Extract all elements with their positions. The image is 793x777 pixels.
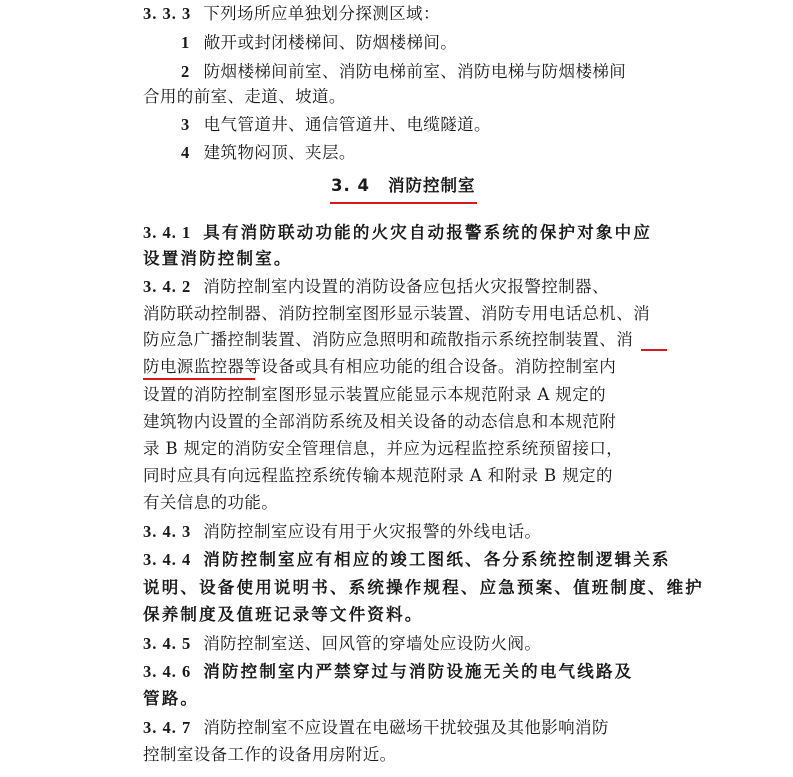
clause-text: 录 B 规定的消防安全管理信息，并应为远程监控系统预留接口， bbox=[143, 439, 624, 458]
clause-text: 保养制度及值班记录等文件资料。 bbox=[143, 605, 424, 624]
clause-number: 3. 3. 3 bbox=[143, 4, 192, 23]
clause-3-4-6-line-2 bbox=[143, 687, 663, 711]
clause-text: 控制室设备工作的设备用房附近。 bbox=[143, 745, 397, 764]
clause-3-4-2 bbox=[143, 275, 663, 299]
clause-text: 同时应具有向远程监控系统传输本规范附录 A 和附录 B 规定的 bbox=[143, 466, 613, 485]
clause-text: 消防联动控制器、消防控制室图形显示装置、消防专用电话总机、消 bbox=[143, 304, 650, 323]
clause-3-4-6 bbox=[143, 660, 663, 684]
clause-3-4-2-line-7 bbox=[143, 437, 663, 461]
clause-3-4-5 bbox=[143, 632, 663, 656]
red-underline-annotation bbox=[330, 202, 477, 204]
item-text: 防烟楼梯间前室、消防电梯前室、消防电梯与防烟楼梯间 bbox=[203, 62, 627, 81]
item-text: 合用的前室、走道、坡道。 bbox=[143, 87, 346, 106]
list-item-2 bbox=[181, 60, 701, 84]
clause-text: 具有消防联动功能的火灾自动报警系统的保护对象中应 bbox=[203, 223, 653, 242]
clause-text: 有关信息的功能。 bbox=[143, 493, 279, 512]
red-underline-annotation bbox=[143, 378, 255, 380]
clause-text: 设置消防控制室。 bbox=[143, 249, 293, 268]
clause-3-4-4-line-2 bbox=[143, 576, 704, 600]
clause-text: 消防控制室应有相应的竣工图纸、各分系统控制逻辑关系 bbox=[203, 550, 671, 569]
item-number: 1 bbox=[181, 33, 190, 52]
clause-number: 3. 4. 5 bbox=[143, 634, 192, 653]
clause-3-4-2-line-5 bbox=[143, 383, 663, 407]
clause-text: 防应急广播控制装置、消防应急照明和疏散指示系统控制装置、消 bbox=[143, 330, 634, 349]
clause-number: 3. 4. 3 bbox=[143, 522, 192, 541]
clause-3-4-2-line-3 bbox=[143, 328, 663, 352]
clause-3-4-2-line-2 bbox=[143, 302, 663, 326]
clause-number: 3. 4. 6 bbox=[143, 662, 192, 681]
clause-text: 管路。 bbox=[143, 689, 200, 708]
clause-text: 消防控制室内严禁穿过与消防设施无关的电气线路及 bbox=[203, 662, 634, 681]
item-text: 敞开或封闭楼梯间、防烟楼梯间。 bbox=[203, 33, 458, 52]
list-item-4 bbox=[181, 141, 701, 165]
clause-3-4-2-line-4 bbox=[143, 355, 663, 379]
item-text: 建筑物闷顶、夹层。 bbox=[203, 143, 356, 162]
clause-3-4-1 bbox=[143, 221, 663, 245]
clause-3-4-7 bbox=[143, 716, 663, 740]
clause-text: 下列场所应单独划分探测区域： bbox=[203, 4, 440, 23]
clause-text: 消防控制室送、回风管的穿墙处应设防火阀。 bbox=[203, 634, 542, 653]
clause-text: 说明、设备使用说明书、系统操作规程、应急预案、值班制度、维护 bbox=[143, 578, 704, 597]
clause-text: 建筑物内设置的全部消防系统及相关设备的动态信息和本规范附 bbox=[143, 412, 617, 431]
clause-3-4-2-line-9 bbox=[143, 491, 663, 515]
red-underline-annotation bbox=[641, 349, 667, 351]
clause-3-4-2-line-8 bbox=[143, 464, 663, 488]
clause-number: 3. 4. 1 bbox=[143, 223, 192, 242]
list-item-3 bbox=[181, 113, 701, 137]
clause-number: 3. 4. 2 bbox=[143, 277, 192, 296]
section-heading bbox=[331, 174, 475, 198]
clause-3-3-3 bbox=[143, 2, 663, 26]
item-number: 3 bbox=[181, 115, 190, 134]
clause-text: 消防控制室不应设置在电磁场干扰较强及其他影响消防 bbox=[203, 718, 609, 737]
list-item-2-continued bbox=[143, 85, 663, 109]
clause-3-4-1-continued bbox=[143, 247, 663, 271]
clause-text: 设置的消防控制室图形显示装置应能显示本规范附录 A 规定的 bbox=[143, 385, 607, 404]
list-item-1 bbox=[181, 31, 701, 55]
clause-3-4-3 bbox=[143, 520, 663, 544]
clause-text: 消防控制室应设有用于火灾报警的外线电话。 bbox=[203, 522, 542, 541]
item-number: 4 bbox=[181, 143, 190, 162]
clause-3-4-4-line-3 bbox=[143, 603, 663, 627]
clause-number: 3. 4. 4 bbox=[143, 550, 192, 569]
clause-text: 消防控制室内设置的消防设备应包括火灾报警控制器、 bbox=[203, 277, 609, 296]
item-number: 2 bbox=[181, 62, 190, 81]
clause-number: 3. 4. 7 bbox=[143, 718, 192, 737]
section-number: 3. 4 bbox=[331, 176, 370, 195]
section-title-text: 消防控制室 bbox=[387, 176, 476, 195]
clause-text: 防电源监控器等设备或具有相应功能的组合设备。消防控制室内 bbox=[143, 357, 617, 376]
item-text: 电气管道井、通信管道井、电缆隧道。 bbox=[203, 115, 491, 134]
clause-3-4-2-line-6 bbox=[143, 410, 663, 434]
clause-3-4-7-line-2 bbox=[143, 743, 663, 767]
clause-3-4-4 bbox=[143, 548, 671, 572]
